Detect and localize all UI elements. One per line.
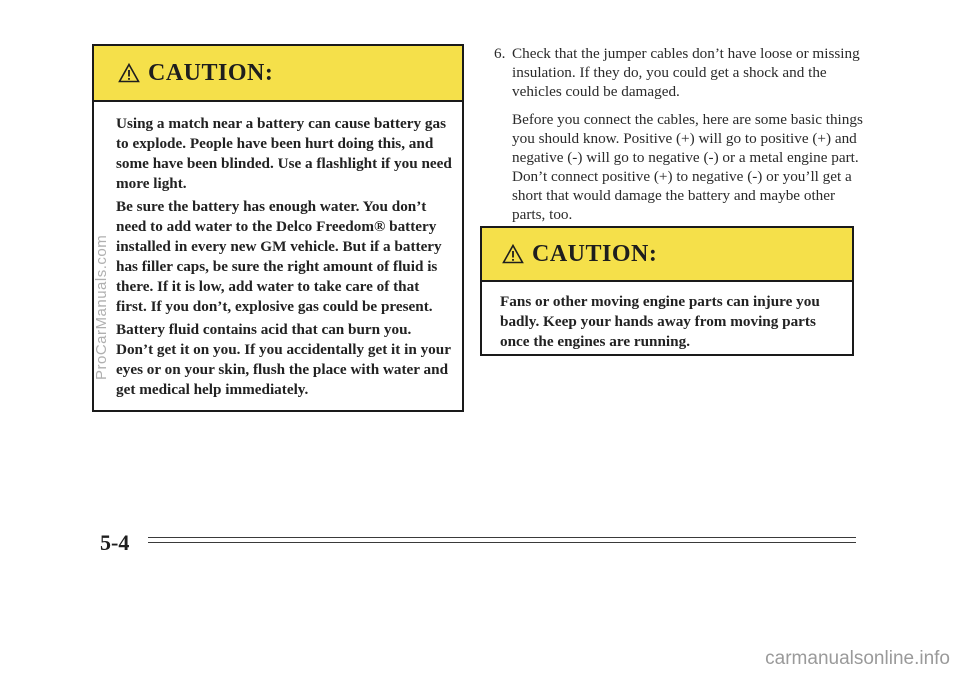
step-detail: Before you connect the cables, here are some basic things you should know. Positive (+) will go to positive (+) and negative (-) will go to negative (-) or a metal engine part. Don’t connect positive (+) to negative (-) or you’ll get a short that would damage the battery and maybe other parts, too. (512, 111, 863, 223)
caution-paragraph: Be sure the battery has enough water. You don’t need to add water to the Delco Freedom® battery installed in every new GM vehicle. But if a battery has filler caps, be sure the right amount of fluid is there. If it is low, add water to take care of that first. If you don’t, explosive gas could be present. (116, 198, 442, 315)
caution-paragraph: Battery fluid contains acid that can burn you. Don’t get it on you. If you accidentally get it in your eyes or on your skin, flush the place with water and get medical help immediately. (116, 321, 451, 398)
caution-title: CAUTION: (148, 59, 274, 86)
bottom-watermark: carmanualsonline.info (765, 648, 950, 669)
side-watermark: ProCarManuals.com (93, 234, 110, 380)
caution-body (482, 282, 852, 352)
caution-body (94, 102, 462, 400)
step-text: Check that the jumper cables don’t have loose or missing insulation. If they do, you could get a shock and the vehicles could be damaged. (512, 45, 860, 100)
step-six (494, 44, 864, 233)
caution-header (482, 228, 852, 282)
caution-header (94, 46, 462, 102)
caution-title: CAUTION: (532, 240, 658, 267)
warning-triangle-icon (118, 63, 140, 83)
page-number: 5-4 (100, 530, 130, 555)
footer-divider (148, 537, 856, 543)
fan-caution-box (480, 226, 854, 356)
caution-paragraph: Fans or other moving engine parts can injure you badly. Keep your hands away from moving parts once the engines are running. (500, 293, 820, 350)
battery-caution-box (92, 44, 464, 412)
caution-paragraph: Using a match near a battery can cause battery gas to explode. People have been hurt doing this, and some have been blinded. Use a flashlight if you need more light. (116, 115, 452, 192)
warning-triangle-icon (502, 244, 524, 264)
step-number: 6. (494, 45, 506, 62)
